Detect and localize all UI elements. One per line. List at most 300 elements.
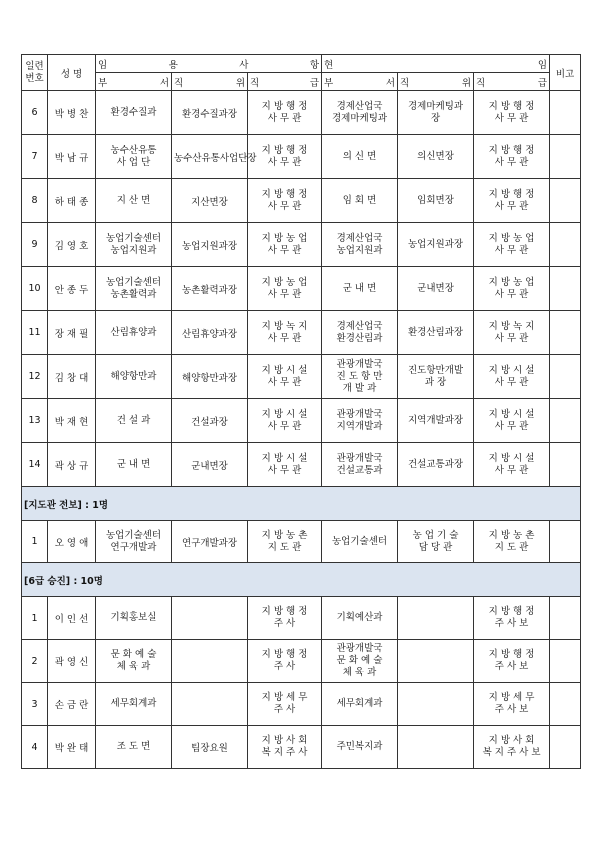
row-appointed-position xyxy=(172,640,248,683)
row-current-dept-lines xyxy=(324,698,395,710)
row-current-dept xyxy=(322,726,398,769)
row-appointed-dept-lines xyxy=(98,233,169,257)
row-appointed-dept-line: 건 설 과 xyxy=(116,414,151,426)
row-current-position xyxy=(398,597,474,640)
row-appointed-grade-line: 지 방 농 촌 xyxy=(261,529,308,541)
row-current-grade-lines xyxy=(476,145,547,169)
row-current-position xyxy=(398,683,474,726)
row-current-dept xyxy=(322,179,398,223)
header-appointed: 임 용 사 항 xyxy=(96,55,322,73)
row-name: 박 재 현 xyxy=(48,399,96,443)
row-appointed-grade-line: 사 무 관 xyxy=(267,420,302,432)
row-appointed-dept-lines xyxy=(98,195,169,207)
row-appointed-grade xyxy=(248,640,322,683)
header-cgrade: 직 급 xyxy=(474,73,550,91)
row-name: 김 창 대 xyxy=(48,355,96,399)
row-current-position-line: 농 업 기 술 xyxy=(412,529,459,541)
row-appointed-dept xyxy=(96,443,172,487)
row-current-dept xyxy=(322,443,398,487)
row-current-grade-line: 사 무 관 xyxy=(494,464,529,476)
row-current-grade-lines xyxy=(476,409,547,433)
row-current-dept-line: 경제산업국 xyxy=(336,232,383,244)
row-appointed-grade-lines xyxy=(250,321,319,345)
row-current-position-lines xyxy=(400,283,471,295)
row-current-position xyxy=(398,267,474,311)
row-appointed-grade-line: 지 방 시 설 xyxy=(261,364,308,376)
row-appointed-grade xyxy=(248,179,322,223)
table-row xyxy=(22,726,581,769)
row-current-dept-lines xyxy=(324,643,395,679)
table-row xyxy=(22,443,581,487)
row-note xyxy=(550,267,581,311)
row-current-grade xyxy=(474,399,550,443)
row-current-position-line: 건설교통과장 xyxy=(408,458,464,470)
row-current-position-line: 담 당 관 xyxy=(418,541,453,553)
row-no: 4 xyxy=(22,726,48,769)
row-current-grade-lines xyxy=(476,321,547,345)
row-appointed-position: 농수산유통사업단장 xyxy=(172,135,248,179)
row-appointed-dept xyxy=(96,399,172,443)
row-current-position-lines xyxy=(400,530,471,554)
row-appointed-position: 건설과장 xyxy=(172,399,248,443)
row-current-grade-line: 지 방 농 업 xyxy=(488,276,535,288)
row-name: 오 영 애 xyxy=(48,521,96,563)
row-appointed-dept-line: 문 화 예 술 xyxy=(110,649,157,660)
row-note xyxy=(550,640,581,683)
row-current-grade-line: 사 무 관 xyxy=(494,420,529,432)
row-appointed-dept-lines xyxy=(98,698,169,710)
row-name: 박 남 규 xyxy=(48,135,96,179)
row-appointed-grade-line: 지 방 행 정 xyxy=(261,606,308,617)
row-appointed-grade-line: 사 무 관 xyxy=(267,244,302,256)
row-appointed-dept-line: 산림휴양과 xyxy=(110,326,157,338)
row-appointed-dept-lines xyxy=(98,649,169,673)
row-name: 곽 상 규 xyxy=(48,443,96,487)
row-current-grade xyxy=(474,91,550,135)
row-current-dept-lines xyxy=(324,741,395,753)
row-current-grade-line: 주 사 보 xyxy=(494,661,529,672)
row-current-grade-line: 주 사 보 xyxy=(494,704,529,715)
row-current-dept-line: 경제마케팅과 xyxy=(332,112,388,124)
row-no: 10 xyxy=(22,267,48,311)
row-appointed-dept xyxy=(96,311,172,355)
row-current-grade-line: 지 방 녹 지 xyxy=(488,320,535,332)
row-appointed-grade-line: 지 방 행 정 xyxy=(261,144,308,156)
row-current-dept-line: 관광개발국 xyxy=(336,408,383,420)
row-current-dept xyxy=(322,267,398,311)
row-current-dept-line: 경제산업국 xyxy=(336,100,383,112)
header-current: 현 임 xyxy=(322,55,550,73)
row-no: 11 xyxy=(22,311,48,355)
header-row-2 xyxy=(22,73,581,91)
table-row xyxy=(22,683,581,726)
row-current-position-lines xyxy=(400,327,471,339)
row-note xyxy=(550,443,581,487)
row-current-grade-lines xyxy=(476,233,547,257)
row-current-position-lines xyxy=(400,239,471,251)
section-row xyxy=(22,487,581,521)
row-note xyxy=(550,223,581,267)
row-appointed-dept-line: 조 도 면 xyxy=(116,741,151,752)
row-appointed-position: 팀장요원 xyxy=(172,726,248,769)
row-current-position-line: 경제마케팅과 xyxy=(408,100,464,112)
row-name: 박 완 태 xyxy=(48,726,96,769)
table-row xyxy=(22,223,581,267)
table-row xyxy=(22,91,581,135)
row-appointed-dept-lines xyxy=(98,459,169,471)
row-current-dept-line: 세무회계과 xyxy=(336,698,383,709)
row-current-grade-line: 지 방 농 촌 xyxy=(488,529,535,541)
row-note xyxy=(550,399,581,443)
row-name: 곽 영 신 xyxy=(48,640,96,683)
row-appointed-dept-lines xyxy=(98,277,169,301)
row-appointed-position: 농촌활력과장 xyxy=(172,267,248,311)
row-current-grade-line: 사 무 관 xyxy=(494,156,529,168)
row-current-grade xyxy=(474,267,550,311)
row-current-grade xyxy=(474,311,550,355)
row-appointed-dept-lines xyxy=(98,327,169,339)
row-appointed-dept-line: 세무회계과 xyxy=(110,698,157,709)
row-appointed-dept xyxy=(96,91,172,135)
row-current-position-lines xyxy=(400,459,471,471)
row-appointed-position: 군내면장 xyxy=(172,443,248,487)
row-appointed-grade-lines xyxy=(250,145,319,169)
row-current-dept xyxy=(322,135,398,179)
row-appointed-grade-lines xyxy=(250,277,319,301)
row-current-grade-lines xyxy=(476,606,547,630)
row-appointed-grade-lines xyxy=(250,365,319,389)
row-current-grade xyxy=(474,683,550,726)
row-current-dept-lines xyxy=(324,233,395,257)
row-appointed-grade-line: 사 무 관 xyxy=(267,112,302,124)
row-current-grade-line: 지 방 행 정 xyxy=(488,144,535,156)
row-current-dept xyxy=(322,311,398,355)
header-adept: 부 서 xyxy=(96,73,172,91)
row-appointed-grade-line: 사 무 관 xyxy=(267,200,302,212)
row-current-dept-line: 환경산림과 xyxy=(336,332,383,344)
row-appointed-grade xyxy=(248,726,322,769)
row-current-position xyxy=(398,640,474,683)
row-appointed-grade-line: 지 방 행 정 xyxy=(261,649,308,660)
row-current-position-line: 진도항만개발 xyxy=(408,364,464,376)
row-current-dept-line: 농업지원과 xyxy=(336,244,383,256)
row-appointed-dept-lines xyxy=(98,612,169,624)
row-no: 7 xyxy=(22,135,48,179)
row-current-grade-line: 지 도 관 xyxy=(494,541,529,553)
row-current-position-line: 의신면장 xyxy=(417,150,454,162)
row-current-grade xyxy=(474,597,550,640)
row-current-grade xyxy=(474,726,550,769)
row-current-grade-line: 지 방 사 회 xyxy=(488,735,535,746)
row-appointed-dept-line: 군 내 면 xyxy=(116,458,151,470)
row-appointed-grade-line: 지 방 행 정 xyxy=(261,100,308,112)
row-current-grade-lines xyxy=(476,101,547,125)
row-current-position-lines xyxy=(400,365,471,389)
row-current-grade-line: 복 지 주 사 보 xyxy=(482,747,541,758)
table-row xyxy=(22,179,581,223)
row-current-grade xyxy=(474,443,550,487)
row-name: 장 재 필 xyxy=(48,311,96,355)
row-current-position-line: 환경산림과장 xyxy=(408,326,464,338)
row-note xyxy=(550,179,581,223)
row-current-grade-lines xyxy=(476,365,547,389)
row-current-position xyxy=(398,311,474,355)
row-appointed-grade-line: 지 방 농 업 xyxy=(261,232,308,244)
row-appointed-grade xyxy=(248,597,322,640)
row-current-dept-line: 군 내 면 xyxy=(342,282,377,294)
row-note xyxy=(550,726,581,769)
row-current-grade xyxy=(474,521,550,563)
row-current-grade xyxy=(474,223,550,267)
row-note xyxy=(550,91,581,135)
row-current-position xyxy=(398,443,474,487)
table-row xyxy=(22,597,581,640)
row-appointed-dept-lines xyxy=(98,145,169,169)
row-appointed-dept xyxy=(96,355,172,399)
row-current-dept-line: 건설교통과 xyxy=(336,464,383,476)
row-appointed-dept-line: 사 업 단 xyxy=(116,156,151,168)
row-appointed-grade-lines xyxy=(250,233,319,257)
row-appointed-position: 지산면장 xyxy=(172,179,248,223)
row-current-position xyxy=(398,521,474,563)
row-appointed-dept-line: 농업기술센터 xyxy=(105,276,162,288)
row-appointed-grade-lines xyxy=(250,453,319,477)
header-seq: 일련 번호 xyxy=(22,55,48,91)
row-current-grade-line: 지 방 시 설 xyxy=(488,408,535,420)
row-current-dept-line: 농업기술센터 xyxy=(332,535,388,547)
row-appointed-position xyxy=(172,597,248,640)
header-name: 성 명 xyxy=(48,55,96,91)
row-current-dept-lines xyxy=(324,359,395,395)
row-appointed-grade-line: 사 무 관 xyxy=(267,464,302,476)
row-appointed-dept-lines xyxy=(98,741,169,753)
row-appointed-dept xyxy=(96,726,172,769)
row-current-grade-lines xyxy=(476,649,547,673)
row-current-grade-lines xyxy=(476,277,547,301)
header-row-1 xyxy=(22,55,581,73)
row-appointed-grade xyxy=(248,443,322,487)
row-appointed-dept xyxy=(96,223,172,267)
row-current-grade-line: 지 방 시 설 xyxy=(488,364,535,376)
row-appointed-position: 산림휴양과장 xyxy=(172,311,248,355)
row-appointed-dept-line: 환경수질과 xyxy=(110,106,157,118)
row-no: 6 xyxy=(22,91,48,135)
row-appointed-dept xyxy=(96,683,172,726)
row-name: 김 영 호 xyxy=(48,223,96,267)
row-appointed-dept-line: 농업지원과 xyxy=(110,244,157,256)
row-appointed-grade-line: 사 무 관 xyxy=(267,288,302,300)
row-appointed-grade-line: 복 지 주 사 xyxy=(261,747,308,758)
row-appointed-grade xyxy=(248,355,322,399)
row-current-grade-line: 지 방 세 무 xyxy=(488,692,535,703)
row-current-grade-lines xyxy=(476,692,547,716)
row-appointed-dept xyxy=(96,597,172,640)
row-current-dept-line: 관광개발국 xyxy=(336,643,383,654)
row-appointed-grade-line: 지 방 세 무 xyxy=(261,692,308,703)
row-current-dept-line: 관광개발국 xyxy=(336,358,383,370)
row-no: 2 xyxy=(22,640,48,683)
row-current-position xyxy=(398,223,474,267)
row-appointed-dept xyxy=(96,135,172,179)
table-row xyxy=(22,267,581,311)
row-current-dept-lines xyxy=(324,195,395,207)
row-no: 9 xyxy=(22,223,48,267)
row-appointed-dept xyxy=(96,521,172,563)
row-appointed-grade-line: 지 방 시 설 xyxy=(261,452,308,464)
row-appointed-grade xyxy=(248,267,322,311)
table-row xyxy=(22,135,581,179)
row-appointed-grade-lines xyxy=(250,189,319,213)
row-appointed-grade-line: 주 사 xyxy=(273,704,296,715)
row-current-dept-lines xyxy=(324,409,395,433)
row-appointed-grade-lines xyxy=(250,606,319,630)
row-current-dept-lines xyxy=(324,321,395,345)
row-appointed-dept-line: 해양항만과 xyxy=(110,370,157,382)
row-appointed-position: 농업지원과장 xyxy=(172,223,248,267)
row-current-dept xyxy=(322,597,398,640)
row-current-grade xyxy=(474,135,550,179)
row-appointed-dept-line: 연구개발과 xyxy=(110,541,157,553)
section-row xyxy=(22,563,581,597)
row-appointed-dept-lines xyxy=(98,530,169,554)
row-appointed-grade-lines xyxy=(250,692,319,716)
row-appointed-dept xyxy=(96,179,172,223)
row-current-position-line: 농업지원과장 xyxy=(408,238,464,250)
row-current-position-lines xyxy=(400,101,471,125)
row-appointed-grade xyxy=(248,683,322,726)
row-current-grade-line: 사 무 관 xyxy=(494,112,529,124)
row-current-position-lines xyxy=(400,151,471,163)
row-current-dept-line: 개 발 과 xyxy=(342,382,377,394)
row-appointed-grade-line: 사 무 관 xyxy=(267,156,302,168)
row-appointed-grade-lines xyxy=(250,649,319,673)
row-appointed-grade-line: 지 도 관 xyxy=(267,541,302,553)
row-appointed-dept-line: 지 산 면 xyxy=(116,194,151,206)
row-no: 13 xyxy=(22,399,48,443)
row-current-dept xyxy=(322,683,398,726)
row-appointed-dept-line: 농촌활력과 xyxy=(110,288,157,300)
row-appointed-grade-line: 사 무 관 xyxy=(267,332,302,344)
row-current-grade-line: 지 방 행 정 xyxy=(488,100,535,112)
table-row xyxy=(22,399,581,443)
row-appointed-grade xyxy=(248,521,322,563)
row-appointed-dept-line: 농수산유통 xyxy=(110,144,157,156)
row-no: 1 xyxy=(22,521,48,563)
row-current-position-line: 지역개발과장 xyxy=(408,414,464,426)
row-no: 3 xyxy=(22,683,48,726)
section-title: [6급 승진] : 10명 xyxy=(22,563,581,597)
row-appointed-grade-line: 주 사 xyxy=(273,661,296,672)
row-current-position-lines xyxy=(400,195,471,207)
row-appointed-dept xyxy=(96,267,172,311)
personnel-table xyxy=(21,54,581,769)
row-current-dept-line: 체 육 과 xyxy=(342,667,377,678)
row-appointed-grade xyxy=(248,135,322,179)
row-current-position xyxy=(398,726,474,769)
row-current-grade-line: 지 방 시 설 xyxy=(488,452,535,464)
row-appointed-grade-line: 사 무 관 xyxy=(267,376,302,388)
row-no: 12 xyxy=(22,355,48,399)
row-appointed-position: 해양항만과장 xyxy=(172,355,248,399)
row-current-position-lines xyxy=(400,415,471,427)
row-current-dept xyxy=(322,355,398,399)
row-current-dept-line: 지역개발과 xyxy=(336,420,383,432)
row-appointed-grade-line: 지 방 농 업 xyxy=(261,276,308,288)
row-appointed-position: 환경수질과장 xyxy=(172,91,248,135)
row-current-grade-line: 지 방 행 정 xyxy=(488,606,535,617)
row-appointed-grade xyxy=(248,399,322,443)
row-current-position-line: 군내면장 xyxy=(417,282,454,294)
row-current-grade xyxy=(474,355,550,399)
row-appointed-grade-lines xyxy=(250,735,319,759)
row-appointed-dept-line: 농업기술센터 xyxy=(105,529,162,541)
row-current-dept-line: 의 신 면 xyxy=(342,150,377,162)
row-appointed-dept-lines xyxy=(98,107,169,119)
row-note xyxy=(550,355,581,399)
row-current-grade-line: 사 무 관 xyxy=(494,376,529,388)
row-current-grade-line: 사 무 관 xyxy=(494,288,529,300)
row-current-grade xyxy=(474,640,550,683)
row-current-dept-lines xyxy=(324,283,395,295)
row-current-grade xyxy=(474,179,550,223)
row-appointed-grade-line: 주 사 xyxy=(273,618,296,629)
row-appointed-grade-lines xyxy=(250,409,319,433)
row-current-dept-lines xyxy=(324,612,395,624)
row-appointed-grade-lines xyxy=(250,530,319,554)
row-current-dept xyxy=(322,223,398,267)
header-agrade: 직 급 xyxy=(248,73,322,91)
row-note xyxy=(550,683,581,726)
row-current-position-line: 과 장 xyxy=(424,376,447,388)
row-current-dept-lines xyxy=(324,101,395,125)
row-appointed-position xyxy=(172,683,248,726)
row-current-position xyxy=(398,399,474,443)
row-appointed-grade-line: 지 방 녹 지 xyxy=(261,320,308,332)
row-current-dept-lines xyxy=(324,453,395,477)
row-note xyxy=(550,311,581,355)
row-current-grade-line: 사 무 관 xyxy=(494,200,529,212)
row-current-grade-line: 지 방 행 정 xyxy=(488,188,535,200)
row-current-grade-lines xyxy=(476,530,547,554)
header-apos: 직 위 xyxy=(172,73,248,91)
row-current-dept-line: 기획예산과 xyxy=(336,612,383,623)
row-current-grade-line: 주 사 보 xyxy=(494,618,529,629)
row-current-position xyxy=(398,135,474,179)
table-row xyxy=(22,355,581,399)
row-no: 1 xyxy=(22,597,48,640)
row-name: 안 종 두 xyxy=(48,267,96,311)
row-appointed-grade-lines xyxy=(250,101,319,125)
table-row xyxy=(22,640,581,683)
row-current-dept-line: 임 회 면 xyxy=(342,194,377,206)
row-appointed-dept-line: 기획홍보실 xyxy=(110,612,157,623)
row-note xyxy=(550,521,581,563)
row-current-grade-lines xyxy=(476,453,547,477)
row-no: 8 xyxy=(22,179,48,223)
row-appointed-grade-line: 지 방 시 설 xyxy=(261,408,308,420)
row-current-dept-lines xyxy=(324,536,395,548)
row-appointed-grade-line: 지 방 사 회 xyxy=(261,735,308,746)
row-current-grade-line: 사 무 관 xyxy=(494,332,529,344)
header-cpos: 직 위 xyxy=(398,73,474,91)
row-current-position xyxy=(398,91,474,135)
row-appointed-grade-line: 지 방 행 정 xyxy=(261,188,308,200)
row-name: 하 태 종 xyxy=(48,179,96,223)
row-appointed-dept-lines xyxy=(98,415,169,427)
row-current-position xyxy=(398,179,474,223)
row-current-grade-line: 사 무 관 xyxy=(494,244,529,256)
row-current-dept-lines xyxy=(324,151,395,163)
